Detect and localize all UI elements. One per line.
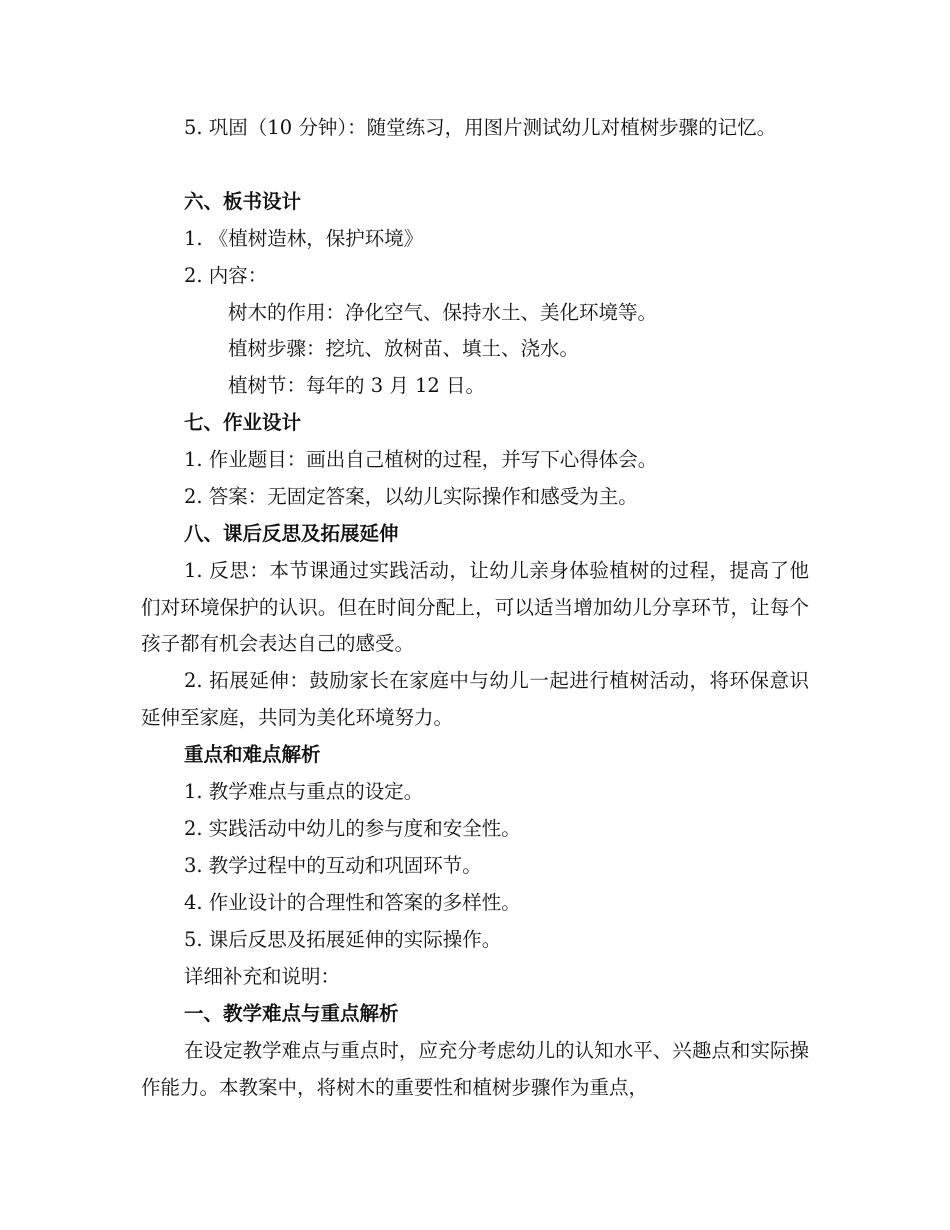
key-point-3: 3. 教学过程中的互动和巩固环节。 [184, 854, 482, 877]
content-planting-steps: 植树步骤：挖坑、放树苗、填土、浇水。 [228, 337, 580, 360]
heading-difficulty-analysis: 一、教学难点与重点解析 [184, 1002, 399, 1025]
paragraph-consolidation: 5. 巩固（10 分钟）：随堂练习，用图片测试幼儿对植树步骤的记忆。 [184, 116, 777, 139]
content-arbor-day: 植树节：每年的 3 月 12 日。 [228, 374, 486, 397]
key-point-1: 1. 教学难点与重点的设定。 [184, 780, 424, 803]
list-item-title: 1. 《植树造林，保护环境》 [184, 227, 424, 250]
key-point-4: 4. 作业设计的合理性和答案的多样性。 [184, 891, 521, 914]
paragraph-extension: 2. 拓展延伸：鼓励家长在家庭中与幼儿一起进行植树活动，将环保意识延伸至家庭，共同为美化环境努力。 [141, 669, 809, 729]
key-point-2: 2. 实践活动中幼儿的参与度和安全性。 [184, 817, 521, 840]
list-item-content: 2. 内容： [184, 264, 268, 287]
homework-task: 1. 作业题目：画出自己植树的过程，并写下心得体会。 [184, 448, 658, 471]
paragraph-reflection: 1. 反思：本节课通过实践活动，让幼儿亲身体验植树的过程，提高了他们对环境保护的认识。但在时间分配上，可以适当增加幼儿分享环节，让每个孩子都有机会表达自己的感受。 [141, 559, 809, 655]
heading-key-difficult-points: 重点和难点解析 [184, 743, 321, 766]
heading-blackboard-design: 六、板书设计 [184, 190, 302, 213]
homework-answer: 2. 答案：无固定答案，以幼儿实际操作和感受为主。 [184, 485, 638, 508]
heading-homework-design: 七、作业设计 [184, 411, 302, 434]
paragraph-difficulty-analysis: 在设定教学难点与重点时，应充分考虑幼儿的认知水平、兴趣点和实际操作能力。本教案中，将树木的重要性和植树步骤作为重点， [141, 1039, 809, 1099]
heading-reflection-extension: 八、课后反思及拓展延伸 [184, 522, 399, 545]
content-tree-function: 树木的作用：净化空气、保持水土、美化环境等。 [228, 301, 658, 324]
key-point-5: 5. 课后反思及拓展延伸的实际操作。 [184, 928, 502, 951]
supplementary-intro: 详细补充和说明： [184, 965, 341, 988]
